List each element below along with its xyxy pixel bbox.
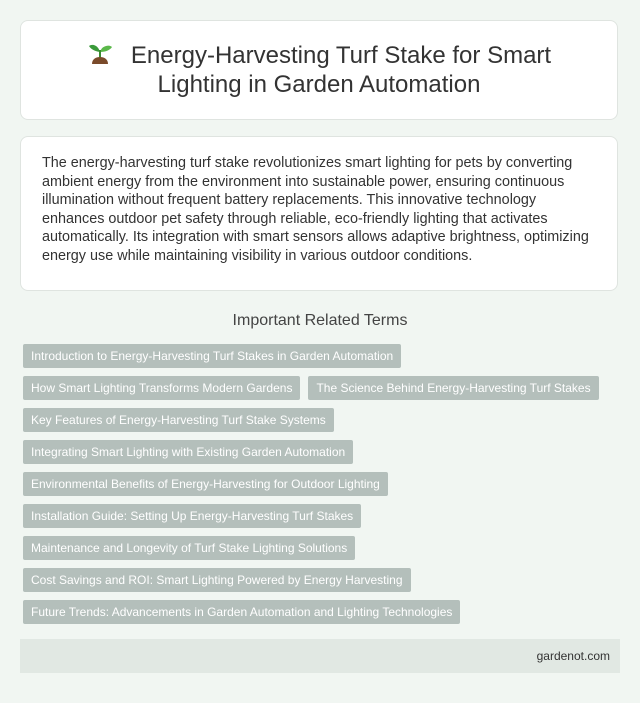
term-row (23, 600, 623, 624)
related-term-tag[interactable]: How Smart Lighting Transforms Modern Gardens (23, 376, 300, 400)
sprout-icon (87, 42, 113, 66)
term-row (23, 472, 623, 496)
term-row (23, 408, 623, 432)
related-term-tag[interactable]: The Science Behind Energy-Harvesting Turf Stakes (308, 376, 598, 400)
related-term-tag[interactable]: Environmental Benefits of Energy-Harvesting for Outdoor Lighting (23, 472, 388, 496)
term-row (23, 344, 623, 368)
footer-site-link[interactable]: gardenot.com (536, 649, 610, 663)
term-row (23, 568, 623, 592)
related-term-tag[interactable]: Future Trends: Advancements in Garden Automation and Lighting Technologies (23, 600, 460, 624)
footer (20, 639, 620, 673)
related-term-tag[interactable]: Introduction to Energy-Harvesting Turf Stakes in Garden Automation (23, 344, 401, 368)
related-term-tag[interactable]: Installation Guide: Setting Up Energy-Harvesting Turf Stakes (23, 504, 361, 528)
page-title (21, 41, 617, 99)
related-term-tag[interactable]: Integrating Smart Lighting with Existing Garden Automation (23, 440, 353, 464)
related-term-tag[interactable]: Maintenance and Longevity of Turf Stake Lighting Solutions (23, 536, 355, 560)
page-title-text: Energy-Harvesting Turf Stake for Smart Lighting in Garden Automation (130, 42, 552, 98)
related-terms-heading: Important Related Terms (232, 312, 408, 329)
related-term-tag[interactable]: Cost Savings and ROI: Smart Lighting Powered by Energy Harvesting (23, 568, 411, 592)
description-card (20, 136, 618, 291)
term-row (23, 536, 623, 560)
description-text: The energy-harvesting turf stake revolutionizes smart lighting for pets by converting ambient energy from the environment into sustainable power, ensuring continuous illumination without frequent battery replacements. This innovative technology enhances outdoor pet safety through reliable, eco-friendly lighting that activates automatically. Its integration with smart sensors allows adaptive brightness, optimizing energy use while maintaining visibility in various outdoor conditions. (42, 155, 589, 264)
term-row (23, 376, 623, 400)
term-row (23, 440, 623, 464)
related-term-tag[interactable]: Key Features of Energy-Harvesting Turf Stake Systems (23, 408, 334, 432)
related-terms-list (23, 344, 623, 632)
title-card (20, 20, 618, 120)
term-row (23, 504, 623, 528)
